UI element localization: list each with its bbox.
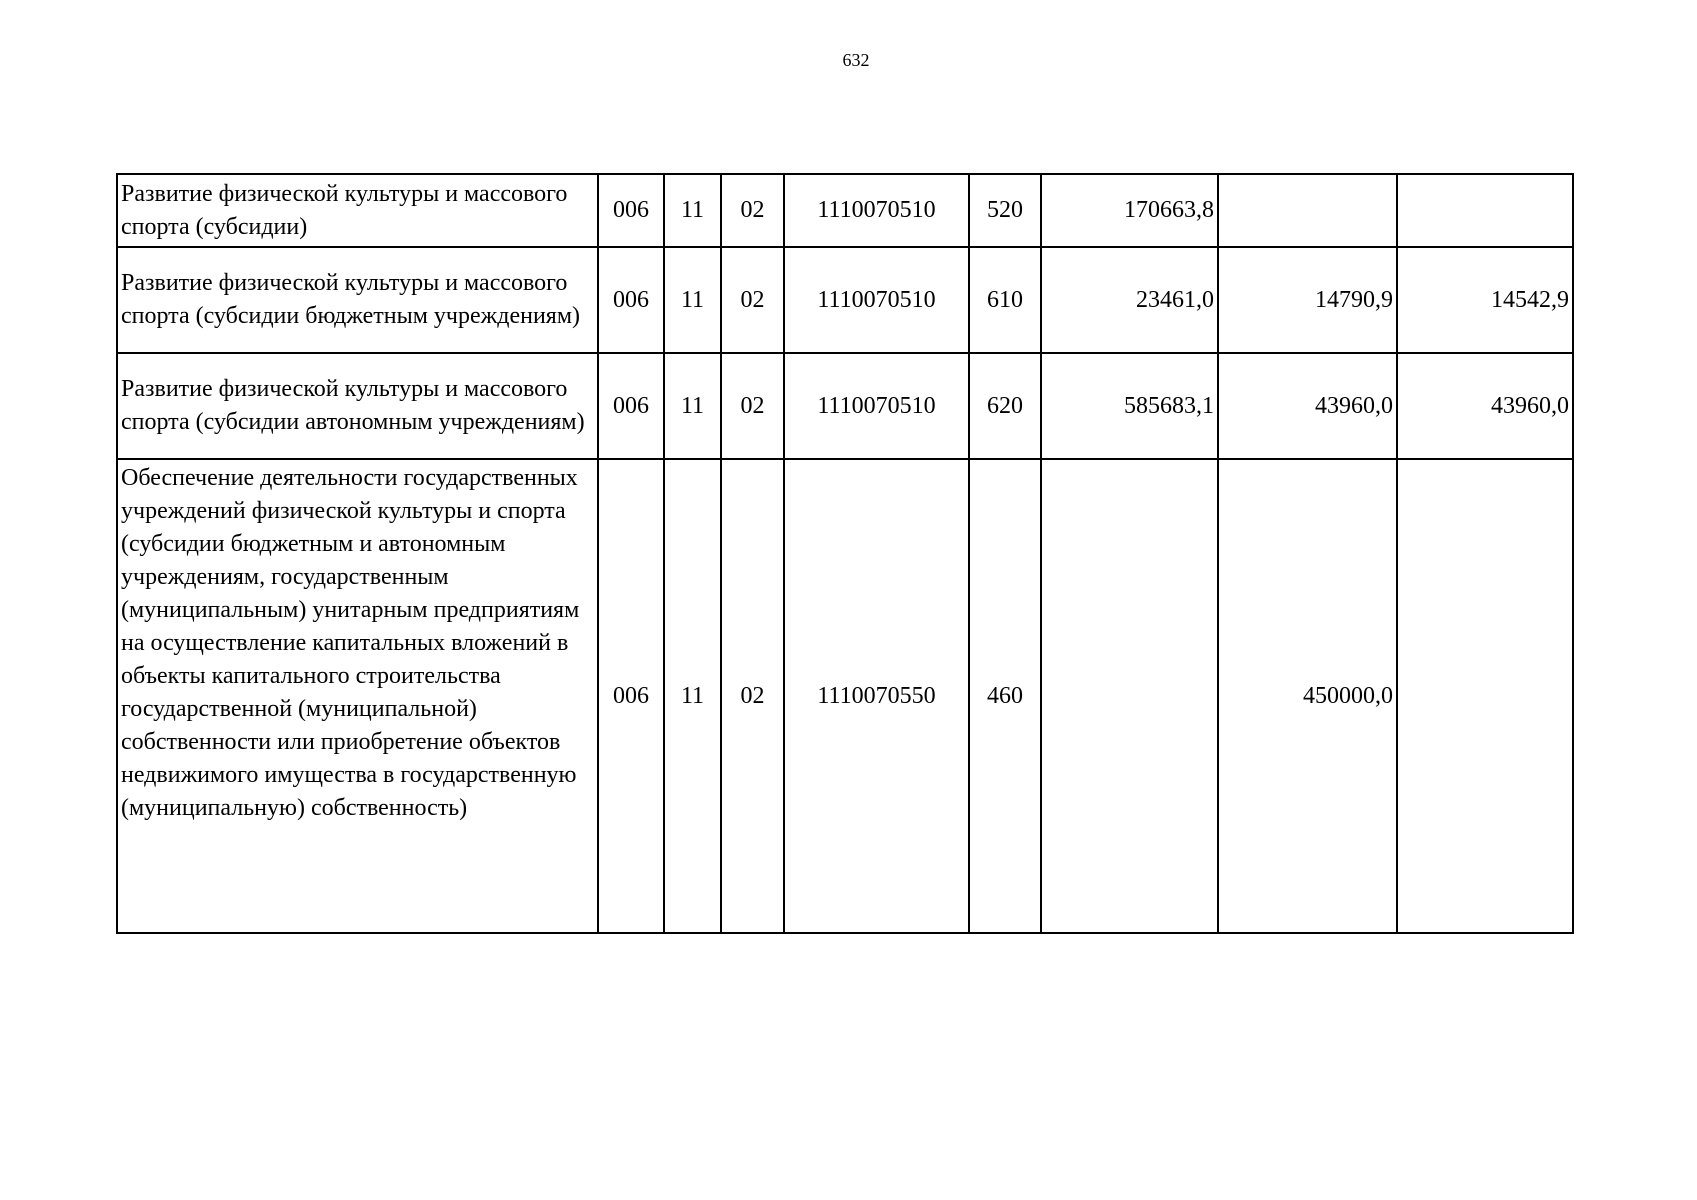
amount-1-cell	[1041, 459, 1218, 933]
section-code-cell: 11	[664, 353, 721, 459]
expense-type-cell: 520	[969, 174, 1041, 247]
expense-type-cell: 460	[969, 459, 1041, 933]
amount-1-cell: 23461,0	[1041, 247, 1218, 353]
ministry-code-cell: 006	[598, 247, 664, 353]
target-article-cell: 1110070550	[784, 459, 969, 933]
amount-3-cell	[1397, 459, 1573, 933]
section-code-cell: 11	[664, 247, 721, 353]
expense-type-cell: 610	[969, 247, 1041, 353]
amount-3-cell: 14542,9	[1397, 247, 1573, 353]
amount-2-cell: 43960,0	[1218, 353, 1397, 459]
section-code-cell: 11	[664, 459, 721, 933]
ministry-code-cell: 006	[598, 459, 664, 933]
table-row	[117, 459, 1573, 933]
ministry-code-cell: 006	[598, 353, 664, 459]
amount-2-cell: 450000,0	[1218, 459, 1397, 933]
ministry-code-cell: 006	[598, 174, 664, 247]
table-row	[117, 247, 1573, 353]
page-number: 632	[842, 50, 870, 70]
target-article-cell: 1110070510	[784, 174, 969, 247]
budget-table	[116, 173, 1574, 934]
table-row	[117, 174, 1573, 247]
subsection-code-cell: 02	[721, 247, 784, 353]
amount-1-cell: 170663,8	[1041, 174, 1218, 247]
target-article-cell: 1110070510	[784, 247, 969, 353]
amount-3-cell	[1397, 174, 1573, 247]
subsection-code-cell: 02	[721, 459, 784, 933]
target-article-cell: 1110070510	[784, 353, 969, 459]
amount-2-cell	[1218, 174, 1397, 247]
amount-3-cell: 43960,0	[1397, 353, 1573, 459]
amount-1-cell: 585683,1	[1041, 353, 1218, 459]
expense-type-cell: 620	[969, 353, 1041, 459]
row-description: Обеспечение деятельности государственных учреждений физической культуры и спорта (субсидии бюджетным и автономным учреждениям, государственным (муниципальным) унитарным предприятиям на осуществление капитальных вложений в объекты капитального строительства государственной (муниципальной) собственности или приобретение объектов недвижимого имущества в государственную (муниципальную) собственность)	[117, 459, 598, 933]
row-description: Развитие физической культуры и массового спорта (субсидии бюджетным учреждениям)	[117, 247, 598, 353]
row-description: Развитие физической культуры и массового спорта (субсидии автономным учреждениям)	[117, 353, 598, 459]
row-description: Развитие физической культуры и массового спорта (субсидии)	[117, 174, 598, 247]
subsection-code-cell: 02	[721, 353, 784, 459]
section-code-cell: 11	[664, 174, 721, 247]
table-row	[117, 353, 1573, 459]
amount-2-cell: 14790,9	[1218, 247, 1397, 353]
subsection-code-cell: 02	[721, 174, 784, 247]
